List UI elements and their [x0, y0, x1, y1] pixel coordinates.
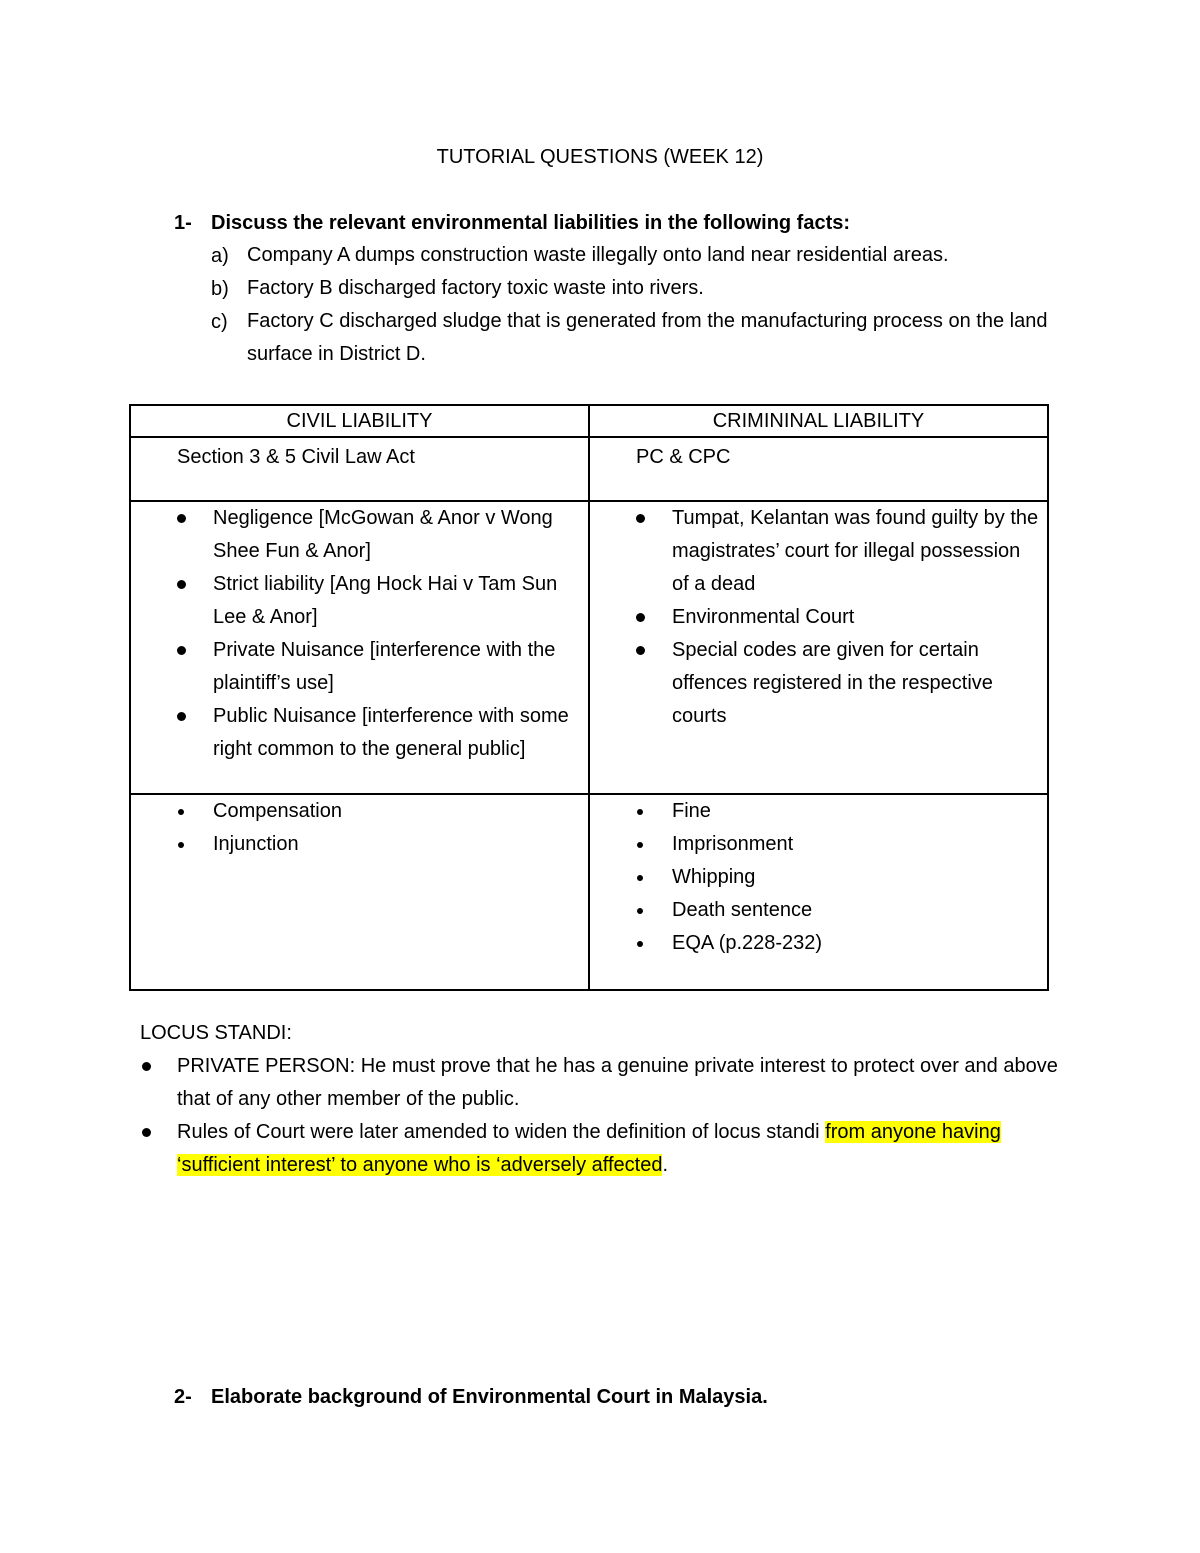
- civil-points-cell: [130, 501, 589, 794]
- list-item: [131, 634, 588, 700]
- bullet-icon: [636, 613, 645, 622]
- civil-source-cell: [130, 437, 589, 501]
- criminal-remedy-text: EQA (p.228-232): [672, 932, 823, 954]
- civil-point-text: Negligence [McGowan & Anor v Wong Shee Fun & Anor]: [213, 507, 553, 562]
- list-item: [131, 502, 588, 568]
- civil-source: Section 3 & 5 Civil Law Act: [177, 446, 415, 468]
- criminal-point-text: Environmental Court: [672, 606, 855, 628]
- civil-points-list: [131, 502, 588, 766]
- locus-point-end: .: [662, 1154, 669, 1176]
- criminal-point-text: Special codes are given for certain offences registered in the respective courts: [672, 639, 993, 727]
- civil-point-text: Strict liability [Ang Hock Hai v Tam Sun Lee & Anor]: [213, 573, 558, 628]
- bullet-icon: [178, 842, 184, 848]
- criminal-point-text: Tumpat, Kelantan was found guilty by the magistrates’ court for illegal possession of a dead: [672, 507, 1039, 595]
- question-2-text: Elaborate background of Environmental Court in Malaysia.: [211, 1386, 768, 1408]
- item-text: Factory B discharged factory toxic waste into rivers.: [247, 277, 704, 299]
- bullet-icon: [178, 809, 184, 815]
- header-civil-liability: CIVIL LIABILITY: [130, 405, 589, 437]
- bullet-icon: [636, 646, 645, 655]
- highlighted-text: from anyone having ‘sufficient interest’ to anyone who is ‘adversely affected: [177, 1121, 1001, 1176]
- civil-point-text: Public Nuisance [interference with some right common to the general public]: [213, 705, 569, 760]
- list-item: [140, 1116, 1060, 1182]
- bullet-icon: [637, 809, 643, 815]
- locus-point-rules-text: Rules of Court were later amended to widen the definition of locus standi: [177, 1121, 826, 1143]
- list-item: [131, 568, 588, 634]
- civil-remedies-cell: [130, 794, 589, 990]
- list-item: [590, 861, 1047, 894]
- item-text: Company A dumps construction waste illegally onto land near residential areas.: [247, 244, 949, 266]
- bullet-icon: [177, 712, 186, 721]
- criminal-points-list: [590, 502, 1047, 733]
- list-item: [590, 828, 1047, 861]
- locus-point-private-person: PRIVATE PERSON: He must prove that he has a genuine private interest to protect over and above that of any other member of the public.: [177, 1055, 1058, 1110]
- locus-standi-title: LOCUS STANDI:: [140, 1022, 292, 1044]
- bullet-icon: [177, 646, 186, 655]
- list-item: [590, 601, 1047, 634]
- item-label: b): [211, 278, 229, 300]
- list-item: [131, 828, 588, 861]
- question-2-number: 2-: [174, 1386, 192, 1408]
- bullet-icon: [177, 580, 186, 589]
- criminal-points-cell: [589, 501, 1048, 794]
- bullet-icon: [142, 1062, 151, 1071]
- bullet-icon: [637, 941, 643, 947]
- item-label: c): [211, 311, 228, 333]
- civil-point-text: Private Nuisance [interference with the plaintiff’s use]: [213, 639, 556, 694]
- bullet-icon: [636, 514, 645, 523]
- criminal-source: PC & CPC: [636, 446, 731, 468]
- list-item: [131, 700, 588, 766]
- criminal-remedy-text: Fine: [672, 800, 711, 822]
- question-1-number: 1-: [174, 212, 192, 234]
- criminal-remedy-text: Whipping: [672, 866, 756, 888]
- locus-standi-list: [140, 1050, 1060, 1182]
- item-text: Factory C discharged sludge that is generated from the manufacturing process on the land surface in District D.: [247, 310, 1048, 365]
- bullet-icon: [637, 908, 643, 914]
- bullet-icon: [177, 514, 186, 523]
- criminal-remedies-cell: [589, 794, 1048, 990]
- criminal-remedies-list: [590, 795, 1047, 960]
- bullet-icon: [637, 875, 643, 881]
- civil-remedies-list: [131, 795, 588, 861]
- criminal-remedy-text: Imprisonment: [672, 833, 794, 855]
- civil-remedy-text: Injunction: [213, 833, 299, 855]
- question-1-text: Discuss the relevant environmental liabilities in the following facts:: [211, 212, 851, 234]
- criminal-source-cell: [589, 437, 1048, 501]
- civil-remedy-text: Compensation: [213, 800, 342, 822]
- liability-table: [129, 404, 1049, 991]
- list-item: [590, 927, 1047, 960]
- list-item: [590, 894, 1047, 927]
- list-item: [131, 795, 588, 828]
- list-item: [590, 502, 1047, 601]
- bullet-icon: [637, 842, 643, 848]
- list-item: [140, 1050, 1060, 1116]
- header-criminal-liability: CRIMININAL LIABILITY: [589, 405, 1048, 437]
- bullet-icon: [142, 1128, 151, 1137]
- item-label: a): [211, 245, 229, 267]
- list-item: [590, 634, 1047, 733]
- list-item: [590, 795, 1047, 828]
- page-title: TUTORIAL QUESTIONS (WEEK 12): [436, 146, 764, 168]
- criminal-remedy-text: Death sentence: [672, 899, 813, 921]
